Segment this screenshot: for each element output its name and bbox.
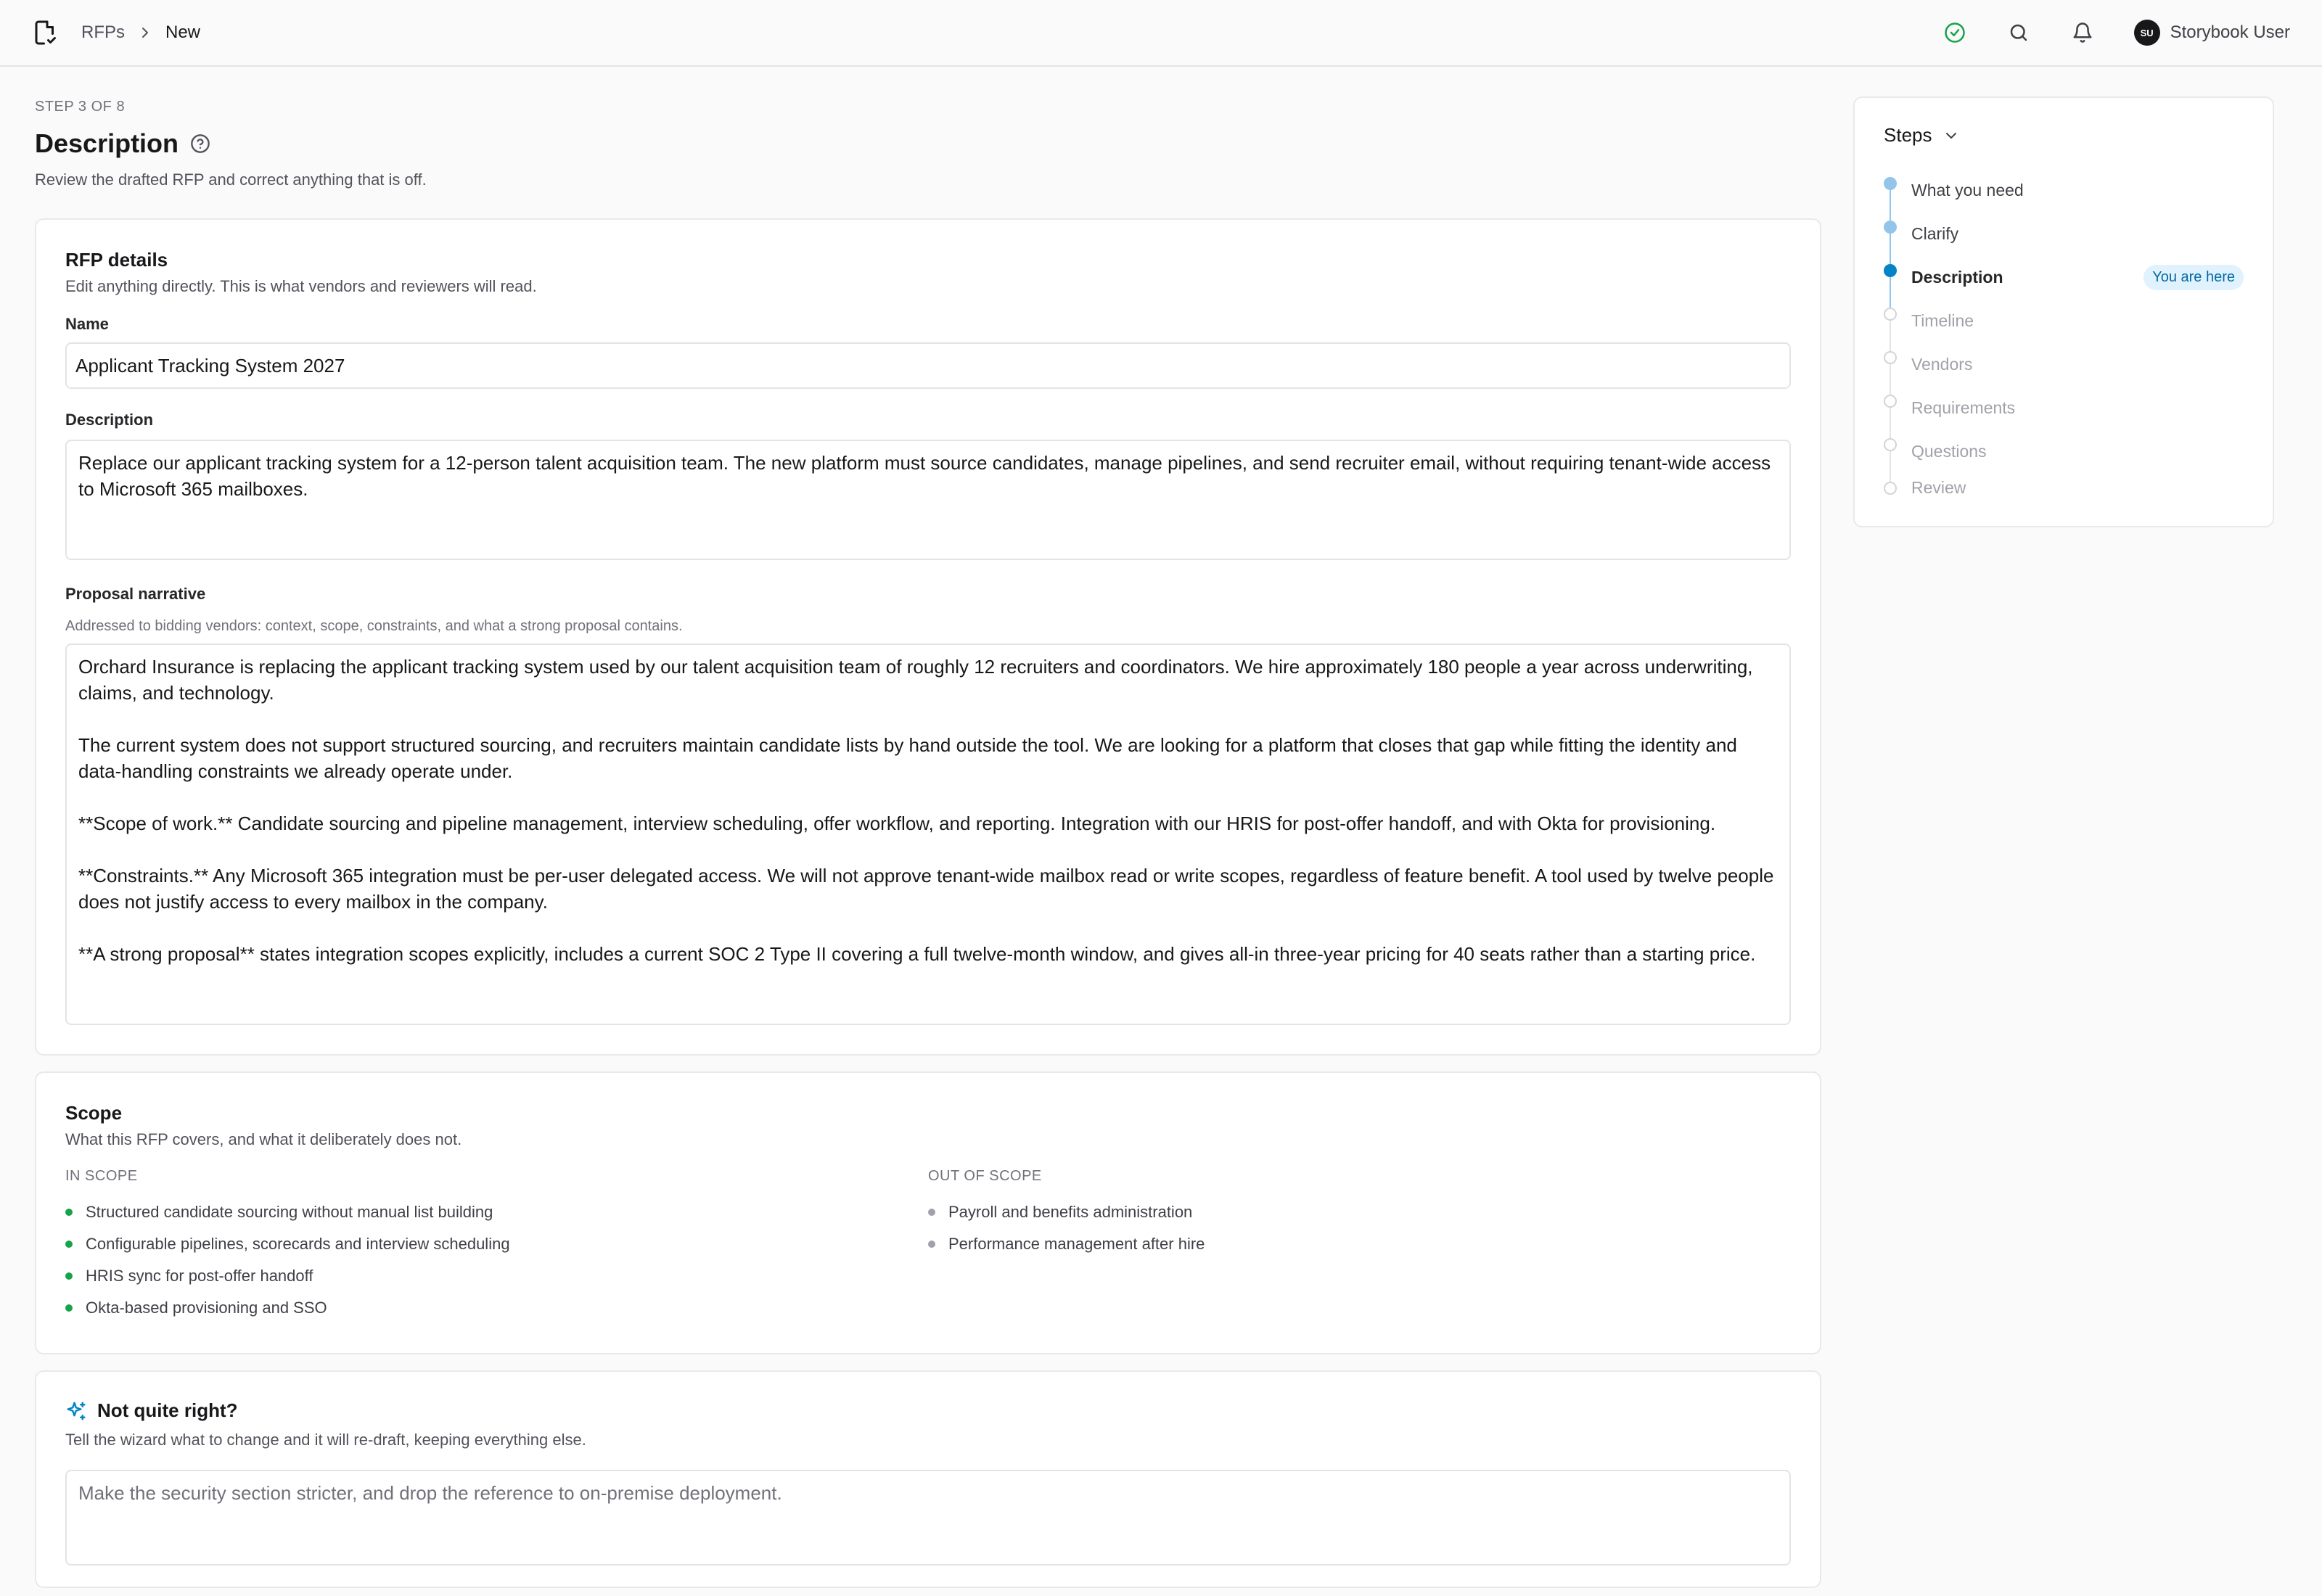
bullet-icon: [65, 1272, 73, 1280]
description-label: Description: [65, 411, 154, 429]
list-item: [928, 1228, 1791, 1260]
card-subtitle: What this RFP covers, and what it deliberately does not.: [65, 1130, 462, 1148]
step-review: [1884, 473, 2244, 502]
bullet-icon: [65, 1209, 73, 1216]
card-title: RFP details: [65, 249, 168, 271]
step-dot: [1884, 482, 1897, 495]
page-title-row: [35, 128, 1821, 159]
name-label: Name: [65, 315, 109, 333]
step-label: Questions: [1911, 441, 1987, 461]
step-requirements: [1884, 386, 2244, 429]
step-dot: [1884, 351, 1897, 364]
chevron-down-icon[interactable]: [1942, 127, 1960, 144]
in-scope-list: [65, 1196, 928, 1324]
step-counter: STEP 3 OF 8: [35, 99, 126, 115]
step-dot: [1884, 264, 1897, 277]
steps-panel: [1853, 96, 2274, 527]
bell-icon[interactable]: [2070, 20, 2095, 45]
list-item: [65, 1260, 928, 1292]
steps-title: Steps: [1884, 124, 1932, 146]
in-scope-heading: IN SCOPE: [65, 1168, 138, 1184]
user-menu[interactable]: [2134, 20, 2290, 46]
scope-columns: [65, 1168, 1791, 1324]
out-of-scope-list: [928, 1196, 1791, 1260]
document-check-icon[interactable]: [32, 20, 58, 46]
scope-card: [35, 1071, 1821, 1354]
narrative-hint: Addressed to bidding vendors: context, scope, constraints, and what a strong proposal contains.: [65, 618, 683, 634]
bullet-icon: [928, 1209, 935, 1216]
steps-header[interactable]: [1884, 124, 2244, 147]
redraft-instructions-input[interactable]: Make the security section stricter, and drop the reference to on-premise deployment.: [65, 1470, 1791, 1566]
top-actions: [1942, 20, 2290, 46]
search-icon[interactable]: [2006, 20, 2031, 45]
list-item-label: Okta-based provisioning and SSO: [86, 1299, 327, 1317]
narrative-paragraph: **A strong proposal** states integration scopes explicitly, includes a current SOC 2 Type II covering a full twelve-month window, and gives all-in three-year pricing for 40 seats rather than a starting price.: [78, 943, 1756, 965]
breadcrumb-rfps-link[interactable]: RFPs: [81, 22, 125, 42]
breadcrumb-current: New: [165, 22, 201, 42]
redraft-title-row: [65, 1399, 1791, 1422]
bullet-icon: [65, 1241, 73, 1248]
list-item-label: Payroll and benefits administration: [948, 1203, 1193, 1221]
step-description[interactable]: [1884, 255, 2244, 299]
list-item-label: Performance management after hire: [948, 1235, 1205, 1253]
description-field[interactable]: Replace our applicant tracking system for a 12-person talent acquisition team. The new platform must source candidates, manage pipelines, and send recruiter email, without requiring tenant-wide access to Microsoft 365 mailboxes.: [65, 440, 1791, 560]
main-content: [35, 67, 1821, 1588]
step-what-you-need[interactable]: [1884, 168, 2244, 212]
step-label: Requirements: [1911, 398, 2016, 417]
list-item-label: HRIS sync for post-offer handoff: [86, 1267, 313, 1285]
step-questions: [1884, 429, 2244, 473]
out-of-scope-heading: OUT OF SCOPE: [928, 1168, 1042, 1184]
step-label: Timeline: [1911, 310, 1974, 330]
help-circle-icon[interactable]: [190, 133, 210, 154]
bullet-icon: [65, 1304, 73, 1312]
narrative-paragraph: Orchard Insurance is replacing the applicant tracking system used by our talent acquisition team of roughly 12 recruiters and coordinators. We hire approximately 180 people a year across underwriting, claims, and technology.: [78, 656, 1753, 704]
narrative-label: Proposal narrative: [65, 585, 206, 603]
step-dot: [1884, 395, 1897, 408]
step-label: Description: [1911, 267, 2003, 287]
narrative-paragraph: **Constraints.** Any Microsoft 365 integration must be per-user delegated access. We will not approve tenant-wide mailbox read or write scopes, regardless of feature benefit. A tool used by twelve people does not justify access to every mailbox in the company.: [78, 865, 1774, 913]
step-label: Clarify: [1911, 223, 1959, 243]
list-item-label: Structured candidate sourcing without manual list building: [86, 1203, 493, 1221]
card-subtitle: Tell the wizard what to change and it will re-draft, keeping everything else.: [65, 1431, 586, 1449]
step-label: What you need: [1911, 180, 2024, 200]
name-field[interactable]: Applicant Tracking System 2027: [65, 342, 1791, 389]
avatar: SU: [2134, 20, 2160, 46]
page-title: Description: [35, 128, 179, 158]
list-item: [928, 1196, 1791, 1228]
narrative-paragraph: The current system does not support structured sourcing, and recruiters maintain candidate lists by hand outside the tool. We are looking for a platform that closes that gap while fitting the identity and data-handling constraints we already operate under.: [78, 734, 1737, 782]
step-timeline: [1884, 299, 2244, 342]
card-title: Scope: [65, 1102, 123, 1124]
current-step-badge: You are here: [2143, 265, 2244, 290]
in-scope-column: [65, 1168, 928, 1324]
steps-list: [1884, 168, 2244, 502]
check-circle-icon[interactable]: [1942, 20, 1967, 45]
step-label: Review: [1911, 477, 1966, 497]
user-name: Storybook User: [2170, 22, 2290, 42]
bullet-icon: [928, 1241, 935, 1248]
list-item-label: Configurable pipelines, scorecards and interview scheduling: [86, 1235, 510, 1253]
card-title: Not quite right?: [97, 1399, 238, 1421]
step-dot: [1884, 177, 1897, 190]
card-subtitle: Edit anything directly. This is what vendors and reviewers will read.: [65, 277, 537, 295]
chevron-right-icon: [136, 24, 154, 41]
page-subtitle: Review the drafted RFP and correct anything that is off.: [35, 170, 427, 189]
rfp-details-card: [35, 218, 1821, 1056]
list-item: [65, 1196, 928, 1228]
sparkles-icon: [65, 1400, 87, 1422]
step-dot: [1884, 438, 1897, 451]
step-dot: [1884, 308, 1897, 321]
narrative-paragraph: **Scope of work.** Candidate sourcing and pipeline management, interview scheduling, offer workflow, and reporting. Integration with our HRIS for post-offer handoff, and with Okta for provisioning.: [78, 813, 1716, 834]
top-bar: [0, 0, 2322, 67]
redraft-card: [35, 1370, 1821, 1588]
step-label: Vendors: [1911, 354, 1973, 374]
out-of-scope-column: [928, 1168, 1791, 1324]
list-item: [65, 1292, 928, 1324]
breadcrumb: [81, 22, 200, 43]
step-dot: [1884, 221, 1897, 234]
step-vendors: [1884, 342, 2244, 386]
step-clarify[interactable]: [1884, 212, 2244, 255]
narrative-field[interactable]: [65, 643, 1791, 1025]
list-item: [65, 1228, 928, 1260]
